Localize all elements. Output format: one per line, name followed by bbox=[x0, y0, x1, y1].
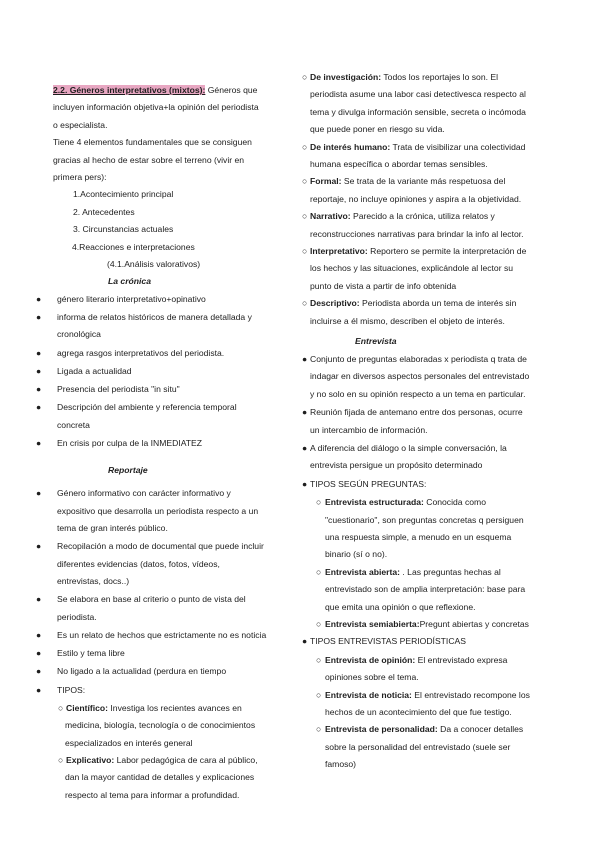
list-item bbox=[57, 485, 231, 502]
tipo-text: Parecido a la crónica, utiliza relatos y bbox=[350, 211, 495, 222]
intro-text: primera pers): bbox=[53, 172, 107, 182]
item-text: entrevista persigue un propósito determinado bbox=[310, 460, 483, 471]
tipo-line bbox=[310, 86, 526, 103]
section-heading: 2.2. Géneros interpretativos (mixtos): bbox=[53, 85, 206, 95]
item-text: Presencia del periodista "in situ" bbox=[57, 384, 180, 394]
intro-line bbox=[53, 169, 106, 186]
item-text: Se elabora en base al criterio o punto de vista del bbox=[57, 594, 246, 605]
tipo-line bbox=[325, 687, 530, 704]
circle-bullet-icon: ○ bbox=[302, 72, 308, 82]
item-text: entrevistas, docs..) bbox=[57, 576, 130, 587]
bullet-icon: ● bbox=[36, 312, 42, 322]
intro-line bbox=[53, 134, 252, 151]
tipo-line bbox=[310, 69, 498, 86]
section-title: Entrevista bbox=[355, 336, 397, 346]
list-item bbox=[310, 476, 426, 493]
bullet-icon: ● bbox=[36, 541, 42, 552]
bullet-icon: ● bbox=[36, 630, 42, 640]
tipo-text: hechos de un acontecimiento del que fue testigo. bbox=[325, 706, 512, 717]
element-item bbox=[73, 221, 173, 238]
item-text: diferentes evidencias (datos, fotos, vídeos, bbox=[57, 558, 220, 569]
circle-bullet-icon: ○ bbox=[58, 702, 64, 713]
tipo-text: que puede poner en riesgo su vida. bbox=[310, 124, 445, 135]
tipo-line bbox=[65, 787, 239, 804]
tipo-text: Se trata de la variante más respetuosa del bbox=[341, 176, 506, 187]
element-item bbox=[72, 239, 195, 256]
item-text: Conjunto de preguntas elaboradas x periodista q trata de bbox=[310, 353, 527, 364]
circle-bullet-icon: ○ bbox=[316, 654, 322, 665]
list-item bbox=[57, 591, 246, 608]
circle-bullet-icon: ○ bbox=[316, 566, 322, 577]
tipo-text: tema y divulga información sensible, secreta o incómoda bbox=[310, 106, 526, 117]
list-item bbox=[310, 422, 428, 439]
intro-line bbox=[53, 99, 259, 116]
circle-bullet-icon: ○ bbox=[316, 724, 322, 735]
tipo-line bbox=[310, 121, 445, 138]
tipo-term: Narrativo: bbox=[310, 211, 351, 222]
tipo-text: Trata de visibilizar una colectividad bbox=[390, 141, 526, 152]
list-item bbox=[57, 435, 202, 452]
tipo-term: De interés humano: bbox=[310, 141, 391, 152]
tipo-line bbox=[325, 494, 486, 511]
item-text: Es un relato de hechos que estrictamente no es noticia bbox=[57, 630, 267, 640]
intro-text: gracias al hecho de estar sobre el terreno (vivir en bbox=[53, 154, 245, 165]
intro-text: incluyen información objetiva+la opinión del periodista bbox=[53, 102, 259, 113]
bullet-icon: ● bbox=[36, 684, 42, 695]
item-text: Recopilación a modo de documental que puede incluir bbox=[57, 541, 264, 552]
tipo-text: El entrevistado expresa bbox=[415, 654, 508, 665]
bullet-icon: ● bbox=[302, 636, 308, 647]
tipo-line bbox=[325, 652, 507, 669]
list-item bbox=[57, 609, 97, 626]
list-item bbox=[310, 457, 482, 474]
tipo-term: De investigación: bbox=[310, 72, 382, 82]
list-item bbox=[57, 573, 129, 590]
item-text: género literario interpretativo+opinativo bbox=[57, 293, 206, 304]
tipo-line bbox=[325, 669, 419, 686]
item-text: Reunión fijada de antemano entre dos personas, ocurre bbox=[310, 407, 523, 418]
element-item bbox=[73, 186, 173, 203]
item-text: TIPOS ENTREVISTAS PERIODÍSTICAS bbox=[310, 636, 466, 647]
bullet-icon: ● bbox=[36, 365, 42, 376]
tipo-line bbox=[325, 581, 525, 598]
list-item bbox=[57, 627, 266, 644]
bullet-icon: ● bbox=[302, 442, 308, 453]
list-item bbox=[57, 291, 206, 308]
tipo-text: Da a conocer detalles bbox=[437, 724, 524, 735]
tipo-term: Entrevista estructurada: bbox=[325, 497, 424, 508]
item-text: Descripción del ambiente y referencia temporal bbox=[57, 402, 237, 413]
intro-text: Tiene 4 elementos fundamentales que se consiguen bbox=[53, 137, 252, 148]
bullet-icon: ● bbox=[302, 478, 308, 489]
list-item bbox=[57, 520, 168, 537]
tipo-term: Entrevista semiabierta: bbox=[325, 618, 420, 629]
tipo-term: Entrevista de opinión: bbox=[325, 654, 416, 665]
bullet-icon: ● bbox=[302, 407, 308, 418]
tipo-line bbox=[325, 512, 524, 529]
tipo-text: Periodista aborda un tema de interés sin bbox=[359, 298, 517, 309]
tipo-line bbox=[310, 243, 526, 260]
tipo-text: Todos los reportajes lo son. El bbox=[381, 72, 499, 82]
item-text: concreta bbox=[57, 419, 90, 430]
list-item bbox=[310, 368, 529, 385]
list-item bbox=[57, 417, 90, 434]
bullet-icon: ● bbox=[36, 402, 42, 413]
tipo-text: Pregunt abiertas y concretas bbox=[419, 618, 529, 629]
tipo-line bbox=[65, 717, 255, 734]
bullet-icon: ● bbox=[36, 384, 42, 394]
entrevista-title bbox=[355, 333, 397, 350]
circle-bullet-icon: ○ bbox=[302, 246, 308, 256]
list-item bbox=[57, 663, 226, 680]
list-item bbox=[57, 399, 237, 416]
item-text: periodista. bbox=[57, 611, 97, 622]
circle-bullet-icon: ○ bbox=[316, 618, 322, 629]
circle-bullet-icon: ○ bbox=[316, 689, 322, 700]
item-text: tema de gran interés público. bbox=[57, 523, 168, 534]
list-item bbox=[310, 351, 527, 368]
tipo-line bbox=[310, 208, 495, 225]
item-text: informa de relatos históricos de manera detallada y bbox=[57, 312, 252, 322]
tipo-line bbox=[325, 564, 501, 581]
tipo-text: que emita una opinión o que reflexione. bbox=[325, 601, 476, 612]
item-text: TIPOS SEGÚN PREGUNTAS: bbox=[310, 478, 427, 489]
item-text: un intercambio de información. bbox=[310, 424, 428, 435]
item-text: y no solo en su opinión respecto a un tema en particular. bbox=[310, 388, 526, 399]
tipo-text: Conocida como bbox=[423, 497, 486, 508]
list-item bbox=[57, 381, 180, 398]
bullet-icon: ● bbox=[302, 353, 308, 364]
list-item bbox=[57, 538, 264, 555]
element-item bbox=[107, 256, 200, 273]
tipo-text: humana específica o abordar temas sensibles. bbox=[310, 159, 488, 169]
reportaje-title bbox=[108, 462, 148, 479]
bullet-icon: ● bbox=[36, 437, 42, 448]
tipo-text: especializados en interés general bbox=[65, 737, 193, 748]
tipo-line bbox=[310, 139, 525, 156]
bullet-icon: ● bbox=[36, 293, 42, 304]
section-title: La crónica bbox=[108, 276, 151, 287]
item-text: indagar en diversos aspectos personales del entrevistado bbox=[310, 371, 530, 382]
intro-line bbox=[53, 82, 257, 99]
list-item bbox=[57, 309, 252, 326]
tipo-line bbox=[65, 735, 193, 752]
tipo-text: . Las preguntas hechas al bbox=[400, 566, 501, 577]
tipo-text: reconstrucciones narrativas para brindar la info al lector. bbox=[310, 228, 524, 239]
element-text: 4.Reacciones e interpretaciones bbox=[72, 241, 195, 252]
list-item bbox=[57, 645, 125, 662]
element-text: (4.1.Análisis valorativos) bbox=[107, 259, 201, 269]
bullet-icon: ● bbox=[36, 488, 42, 499]
tipo-term: Explicativo: bbox=[66, 755, 115, 765]
list-item bbox=[57, 326, 101, 343]
tipo-line bbox=[325, 756, 356, 773]
circle-bullet-icon: ○ bbox=[302, 141, 308, 152]
tipo-line bbox=[325, 739, 510, 756]
tipo-text: medicina, biología, tecnología o de conocimientos bbox=[65, 720, 256, 731]
tipo-line bbox=[310, 191, 521, 208]
tipo-term: Científico: bbox=[66, 702, 109, 713]
element-text: 1.Acontecimiento principal bbox=[73, 189, 174, 200]
item-text: Ligada a actualidad bbox=[57, 365, 132, 376]
tipo-text: los hechos y las situaciones, explicándole al lector su bbox=[310, 263, 514, 274]
tipo-line bbox=[310, 313, 505, 330]
tipo-term: Entrevista de noticia: bbox=[325, 689, 412, 700]
tipo-text: El entrevistado recompone los bbox=[411, 689, 530, 700]
circle-bullet-icon: ○ bbox=[316, 497, 322, 508]
tipo-line bbox=[66, 752, 258, 769]
tipo-text: incluirse a él mismo, describen el objeto de interés. bbox=[310, 315, 505, 326]
tipo-line bbox=[310, 260, 513, 277]
item-text: No ligado a la actualidad (perdura en tiempo bbox=[57, 666, 227, 677]
element-text: 2. Antecedentes bbox=[73, 206, 135, 217]
tipo-text: reportaje, no incluye opiniones y aspira a la objetividad. bbox=[310, 193, 522, 204]
circle-bullet-icon: ○ bbox=[302, 298, 308, 309]
list-item bbox=[310, 633, 466, 650]
bullet-icon: ● bbox=[36, 347, 42, 358]
tipo-text: famoso) bbox=[325, 759, 357, 770]
tipo-text: "cuestionario", son preguntas concretas q persiguen bbox=[325, 514, 524, 525]
tipo-text: periodista asume una labor casi detectivesca respecto al bbox=[310, 89, 526, 100]
tipo-term: Descriptivo: bbox=[310, 298, 360, 309]
tipo-term: Formal: bbox=[310, 176, 342, 187]
tipo-text: sobre la personalidad del entrevistado (suele ser bbox=[325, 741, 511, 752]
tipo-text: Labor pedagógica de cara al público, bbox=[114, 755, 258, 765]
bullet-icon: ● bbox=[36, 594, 42, 605]
circle-bullet-icon: ○ bbox=[58, 755, 64, 765]
tipo-text: punto de vista a partir de info obtenida bbox=[310, 280, 457, 291]
tipo-line bbox=[310, 278, 456, 295]
list-item bbox=[57, 503, 258, 520]
tipo-text: respecto al tema para informar a profundidad. bbox=[65, 789, 240, 800]
element-item bbox=[73, 204, 135, 221]
item-text: Estilo y tema libre bbox=[57, 648, 125, 659]
intro-line bbox=[53, 117, 107, 134]
tipo-text: dan la mayor cantidad de detalles y explicaciones bbox=[65, 772, 255, 783]
bullet-icon: ● bbox=[36, 666, 42, 677]
tipo-term: Entrevista abierta: bbox=[325, 566, 400, 577]
tipo-line bbox=[310, 226, 524, 243]
circle-bullet-icon: ○ bbox=[302, 176, 308, 187]
intro-line bbox=[53, 152, 244, 169]
list-item bbox=[57, 556, 220, 573]
tipo-text: Investiga los recientes avances en bbox=[108, 702, 242, 713]
list-item bbox=[310, 440, 507, 457]
list-item bbox=[310, 404, 523, 421]
intro-text: Géneros que bbox=[205, 85, 258, 95]
tipo-line bbox=[65, 769, 254, 786]
list-item bbox=[57, 363, 132, 380]
element-text: 3. Circunstancias actuales bbox=[73, 224, 174, 235]
item-text: expositivo que desarrolla un periodista respecto a un bbox=[57, 505, 259, 516]
tipo-line bbox=[325, 704, 512, 721]
tipo-line bbox=[325, 599, 476, 616]
tipo-text: una respuesta simple, a menudo en un esquema bbox=[325, 531, 512, 542]
list-item bbox=[57, 682, 85, 699]
tipo-line bbox=[325, 546, 387, 563]
tipo-text: Reportero se permite la interpretación de bbox=[367, 246, 527, 256]
tipo-line bbox=[66, 700, 242, 717]
item-text: A diferencia del diálogo o la simple conversación, la bbox=[310, 442, 507, 453]
item-text: TIPOS: bbox=[57, 684, 86, 695]
tipo-line bbox=[310, 156, 488, 173]
tipo-line bbox=[325, 529, 511, 546]
cronica-title bbox=[108, 273, 151, 290]
item-text: agrega rasgos interpretativos del periodista. bbox=[57, 347, 225, 358]
item-text: cronológica bbox=[57, 329, 101, 340]
intro-text: o especialista. bbox=[53, 119, 108, 130]
tipo-line bbox=[310, 104, 526, 121]
tipo-line bbox=[310, 173, 505, 190]
item-text: En crisis por culpa de la INMEDIATEZ bbox=[57, 437, 203, 448]
circle-bullet-icon: ○ bbox=[302, 211, 308, 222]
tipo-term: Entrevista de personalidad: bbox=[325, 724, 438, 735]
bullet-icon: ● bbox=[36, 648, 42, 659]
tipo-line bbox=[325, 721, 523, 738]
section-title: Reportaje bbox=[108, 465, 148, 475]
tipo-text: opiniones sobre el tema. bbox=[325, 672, 419, 683]
tipo-line bbox=[310, 295, 516, 312]
list-item bbox=[57, 345, 224, 362]
tipo-term: Interpretativo: bbox=[310, 246, 368, 256]
item-text: Género informativo con carácter informativo y bbox=[57, 488, 231, 499]
list-item bbox=[310, 386, 525, 403]
tipo-line bbox=[325, 616, 529, 633]
tipo-text: binario (sí o no). bbox=[325, 549, 388, 560]
tipo-text: entrevistado son de amplia interpretación: base para bbox=[325, 584, 526, 595]
